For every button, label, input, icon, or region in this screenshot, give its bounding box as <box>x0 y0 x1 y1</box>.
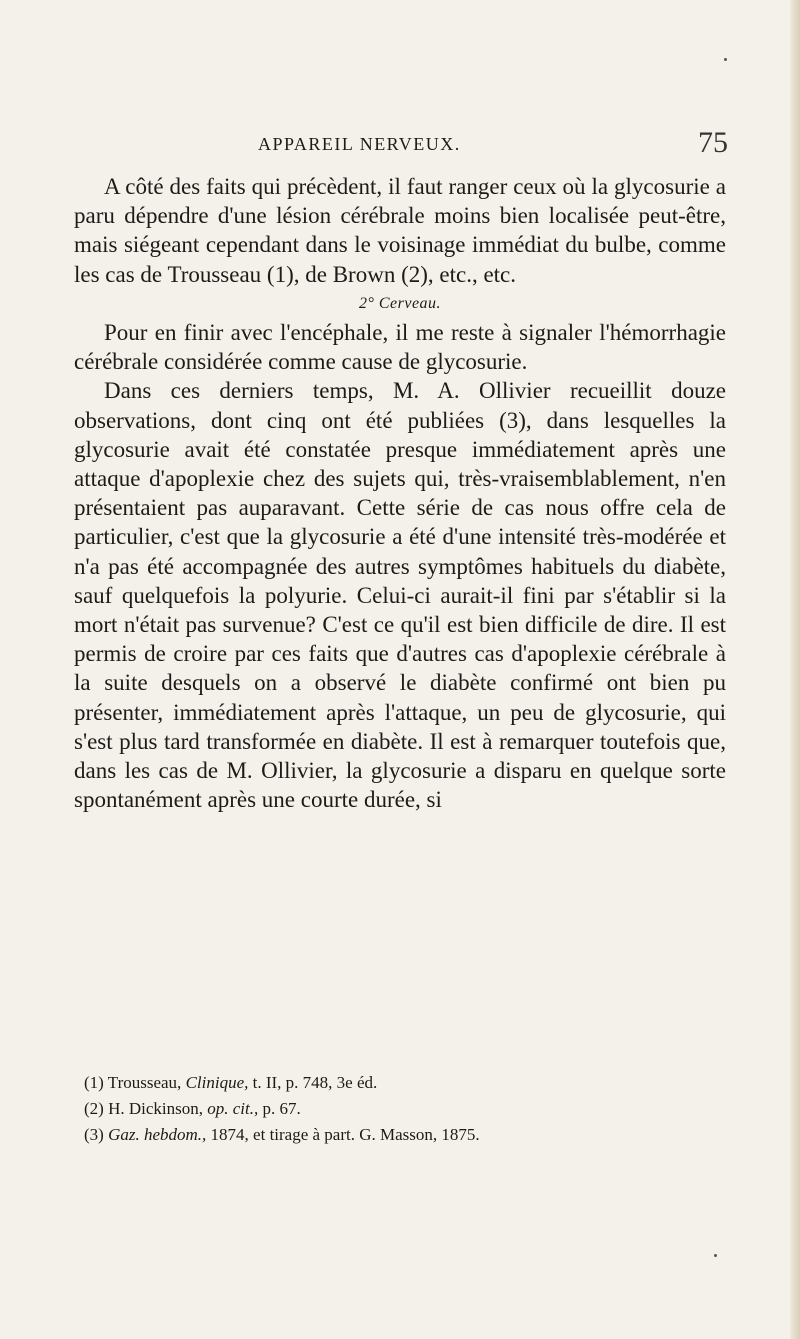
footnote-author: Trousseau, <box>107 1073 182 1092</box>
paragraph-2: Pour en finir avec l'encéphale, il me reste à signaler l'hémorrhagie cérébrale considérée comme cause de glycosurie. <box>74 320 726 375</box>
footnotes <box>74 1070 734 1148</box>
footnote-reference: t. II, p. 748, 3e éd. <box>252 1073 378 1092</box>
body-text <box>74 172 726 814</box>
footnote-reference: p. 67. <box>262 1099 301 1118</box>
footnote-author: H. Dickinson, <box>108 1099 203 1118</box>
section-title: 2° Cerveau. <box>358 294 442 312</box>
running-title: APPAREIL NERVEUX. <box>258 134 461 154</box>
footnote-number: (3) <box>84 1125 104 1144</box>
footnote-title: op. cit., <box>207 1099 259 1118</box>
ink-speck <box>724 58 727 61</box>
paragraph-1: A côté des faits qui précèdent, il faut ranger ceux où la glycosurie a paru dépendre d'une lésion cérébrale moins bien localisée peut-être, mais siégeant cependant dans le voisinage immédiat du bulbe, comme les cas de Trousseau (1), de Brown (2), etc., etc. <box>74 174 726 287</box>
footnote-reference: 1874, et tirage à part. G. Masson, 1875. <box>210 1125 480 1144</box>
page-number: 75 <box>698 126 728 159</box>
page-header <box>258 126 728 166</box>
footnote-title: Gaz. hebdom., <box>108 1125 207 1144</box>
footnote-3 <box>74 1122 734 1148</box>
footnote-number: (1) <box>84 1073 104 1092</box>
footnote-title: Clinique, <box>185 1073 249 1092</box>
footnote-1 <box>74 1070 734 1096</box>
ink-speck <box>714 1254 717 1257</box>
page-edge <box>790 0 800 1339</box>
footnote-number: (2) <box>84 1099 104 1118</box>
footnote-2 <box>74 1096 734 1122</box>
paragraph-3: Dans ces derniers temps, M. A. Ollivier recueillit douze observations, dont cinq ont été publiées (3), dans lesquelles la glycosurie avait été constatée presque immédiatement après une attaque d'apoplexie chez des sujets qui, très-vraisemblablement, n'en présentaient pas auparavant. Cette série de cas nous offre cela de particulier, c'est que la glycosurie a été d'une intensité très-modérée et n'a pas été accompagnée des autres symptômes habituels du diabète, sauf quelquefois la polyurie. Celui-ci aurait-il fini par s'établir si la mort n'était pas survenue? C'est ce qu'il est bien difficile de dire. Il est permis de croire par ces faits que d'autres cas d'apoplexie cérébrale à la suite desquels on a observé le diabète confirmé ont bien pu présenter, immédiatement après l'attaque, un peu de glycosurie, qui s'est plus tard transformée en diabète. Il est à remarquer toutefois que, dans les cas de M. Ollivier, la glycosurie a disparu en quelque sorte spontanément après une courte durée, si <box>74 378 726 813</box>
